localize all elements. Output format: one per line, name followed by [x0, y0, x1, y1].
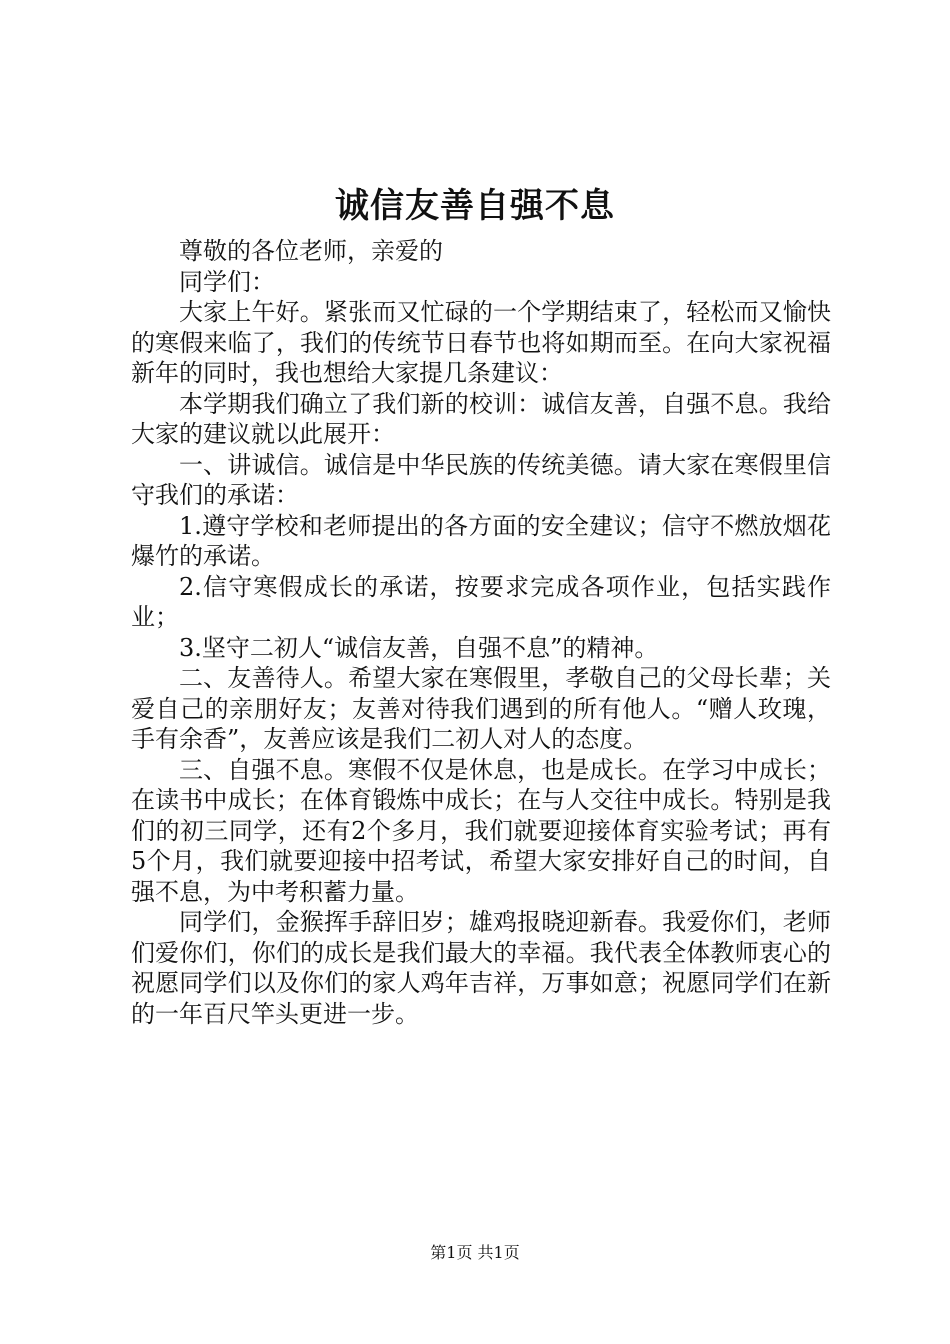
- document-body: [131, 236, 831, 1029]
- paragraph-greeting: 大家上午好。紧张而又忙碌的一个学期结束了，轻松而又愉快的寒假来临了，我们的传统节日春节也将如期而至。在向大家祝福新年的同时，我也想给大家提几条建议：: [131, 298, 831, 387]
- paragraph-item-2: 2.信守寒假成长的承诺，按要求完成各项作业，包括实践作业；: [131, 572, 831, 631]
- paragraph-item-1: 1.遵守学校和老师提出的各方面的安全建议；信守不燃放烟花爆竹的承诺。: [131, 511, 831, 570]
- paragraph-honesty: 一、讲诚信。诚信是中华民族的传统美德。请大家在寒假里信守我们的承诺：: [131, 450, 831, 509]
- paragraph-school-motto: 本学期我们确立了我们新的校训：诚信友善，自强不息。我给大家的建议就以此展开：: [131, 389, 831, 448]
- paragraph-friendliness: 二、友善待人。希望大家在寒假里，孝敬自己的父母长辈；关爱自己的亲朋好友；友善对待我们遇到的所有他人。“赠人玫瑰，手有余香”，友善应该是我们二初人对人的态度。: [131, 664, 831, 753]
- paragraph-item-3: 3.坚守二初人“诚信友善，自强不息”的精神。: [179, 633, 659, 662]
- page-footer: 第1页 共1页: [430, 1243, 520, 1262]
- paragraph-self-improvement: 三、自强不息。寒假不仅是休息，也是成长。在学习中成长；在读书中成长；在体育锻炼中成长；在与人交往中成长。特别是我们的初三同学，还有2个多月，我们就要迎接体育实验考试；再有5个月，我们就要迎接中招考试，希望大家安排好自己的时间，自强不息，为中考积蓄力量。: [131, 755, 831, 906]
- paragraph-closing: 同学们，金猴挥手辞旧岁；雄鸡报晓迎新春。我爱你们，老师们爱你们，你们的成长是我们最大的幸福。我代表全体教师衷心的祝愿同学们以及你们的家人鸡年吉祥，万事如意；祝愿同学们在新的一年百尺竿头更进一步。: [131, 908, 831, 1028]
- document-title: 诚信友善自强不息: [335, 186, 615, 226]
- paragraph-salutation-2: 同学们：: [179, 267, 275, 296]
- paragraph-salutation-1: 尊敬的各位老师，亲爱的: [179, 237, 443, 265]
